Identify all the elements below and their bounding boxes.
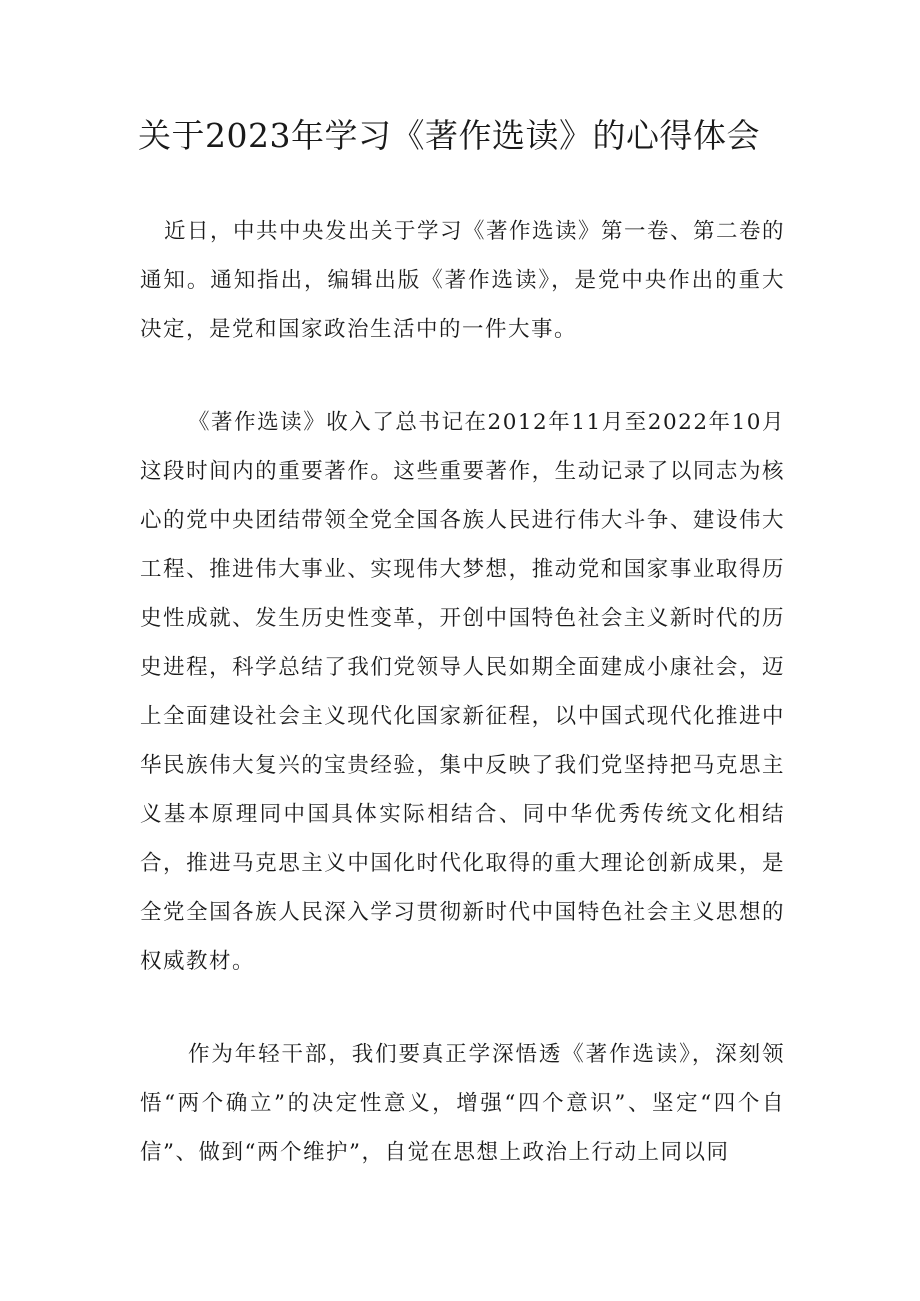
paragraph-1: 近日，中共中央发出关于学习《著作选读》第一卷、第二卷的通知。通知指出，编辑出版《著作选读》，是党中央作出的重大决定，是党和国家政治生活中的一件大事。 bbox=[140, 219, 786, 342]
paragraph-2: 《著作选读》收入了总书记在2012年11月至2022年10月这段时间内的重要著作。这些重要著作，生动记录了以同志为核心的党中央团结带领全党全国各族人民进行伟大斗争、建设伟大工程、推进伟大事业、实现伟大梦想，推动党和国家事业取得历史性成就、发生历史性变革，开创中国特色社会主义新时代的历史进程，科学总结了我们党领导人民如期全面建成小康社会，迈上全面建设社会主义现代化国家新征程，以中国式现代化推进中华民族伟大复兴的宝贵经验，集中反映了我们党坚持把马克思主义基本原理同中国具体实际相结合、同中华优秀传统文化相结合，推进马克思主义中国化时代化取得的重大理论创新成果，是全党全国各族人民深入学习贯彻新时代中国特色社会主义思想的权威教材。 bbox=[140, 410, 785, 974]
paragraph-3: 作为年轻干部，我们要真正学深悟透《著作选读》，深刻领悟“两个确立”的决定性意义，增强“四个意识”、坚定“四个自信”、做到“两个维护”，自觉在思想上政治上行动上同以同 bbox=[140, 1042, 785, 1165]
document-title: 关于2023年学习《著作选读》的心得体会 bbox=[138, 116, 760, 155]
